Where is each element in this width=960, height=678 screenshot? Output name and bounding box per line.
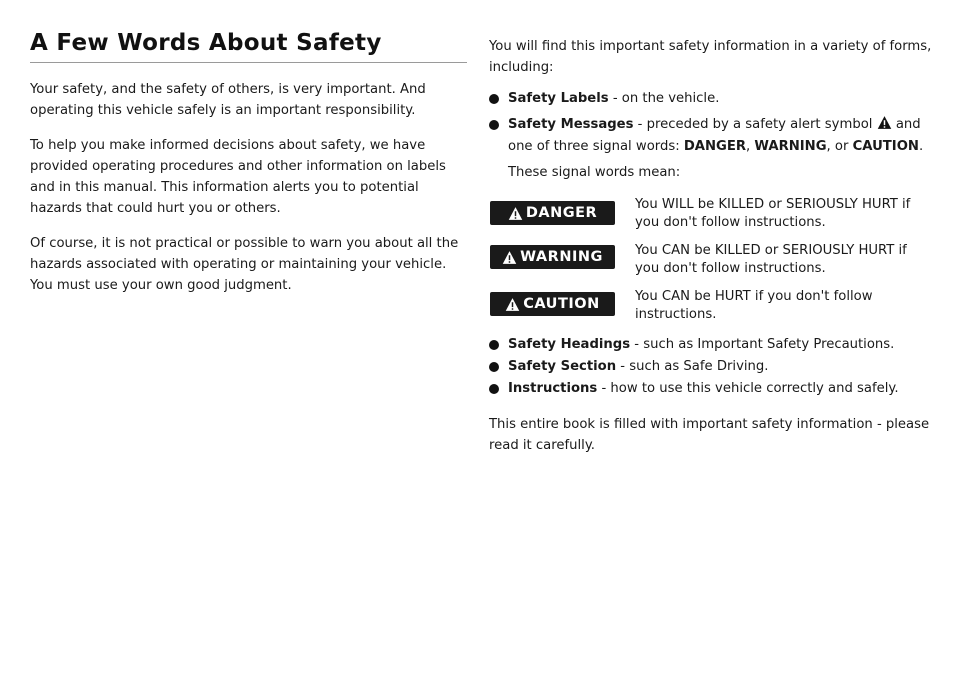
closing-paragraph: This entire book is filled with important safety information - please read it carefully. (489, 417, 930, 453)
warning-description: You CAN be KILLED or SERIOUSLY HURT if you don't follow instructions. (635, 243, 907, 276)
bullet-icon (489, 384, 499, 394)
bullet-label: Safety Messages (508, 117, 634, 132)
safety-alert-icon (508, 206, 523, 221)
sentence-end: . (918, 139, 924, 154)
separator: , (746, 139, 755, 154)
danger-description: You WILL be KILLED or SERIOUSLY HURT if you don't follow instructions. (635, 197, 911, 230)
bullet-label: Safety Section (508, 359, 617, 374)
list-item-safety-messages (489, 114, 934, 184)
separator: , or (826, 139, 853, 154)
bullet-label: Safety Labels (508, 91, 609, 106)
bullet-text: - preceded by a safety alert symbol (633, 117, 877, 132)
list-item-safety-section (489, 356, 934, 378)
safety-alert-icon (505, 297, 520, 312)
signal-word-danger: DANGER (683, 139, 747, 154)
warning-word: WARNING (520, 248, 603, 265)
intro-paragraph: Your safety, and the safety of others, is very important. And operating this vehicle safely is an important responsibility. (30, 82, 426, 118)
bullet-text: - how to use this vehicle correctly and safely. (597, 381, 899, 396)
bullet-icon (489, 362, 499, 372)
right-column (489, 36, 934, 456)
signal-label-row-danger (489, 196, 934, 242)
bullet-text: - on the vehicle. (608, 91, 720, 106)
list-item-safety-headings (489, 334, 934, 356)
bullet-text: - such as Important Safety Precautions. (630, 337, 895, 352)
signal-label-row-warning (489, 242, 934, 288)
bullet-text: and one of three signal words: (508, 117, 921, 154)
list-item-safety-labels (489, 88, 934, 110)
bullet-icon (489, 94, 499, 104)
danger-word: DANGER (525, 204, 598, 221)
bullet-text: - such as Safe Driving. (616, 359, 769, 374)
caution-word: CAUTION (523, 295, 600, 312)
safety-alert-icon (502, 250, 517, 265)
forms-intro: You will find this important safety information in a variety of forms, including: (489, 39, 932, 75)
signal-label-row-caution (489, 288, 934, 334)
signal-word-caution: CAUTION (852, 139, 919, 154)
decisions-paragraph: To help you make informed decisions about safety, we have provided operating procedures and other information on labels and in this manual. This information alerts you to potential hazards that could hurt you or others. (30, 138, 446, 216)
caution-label (490, 292, 615, 316)
left-column (30, 30, 467, 296)
safety-alert-icon (877, 115, 892, 130)
signal-labels-table (489, 196, 934, 334)
bullet-label: Safety Headings (508, 337, 631, 352)
danger-label (490, 201, 615, 225)
bullet-label: Instructions (508, 381, 598, 396)
warning-label (490, 245, 615, 269)
bullet-icon (489, 340, 499, 350)
list-item-instructions (489, 378, 934, 400)
judgment-paragraph: Of course, it is not practical or possible to warn you about all the hazards associated with operating or maintaining your vehicle. You must use your own good judgment. (30, 236, 459, 293)
caution-description: You CAN be HURT if you don't follow instructions. (635, 289, 873, 322)
signal-words-note: These signal words mean: (508, 165, 681, 180)
bullet-icon (489, 120, 499, 130)
page-title: A Few Words About Safety (30, 30, 467, 63)
signal-word-warning: WARNING (754, 139, 827, 154)
